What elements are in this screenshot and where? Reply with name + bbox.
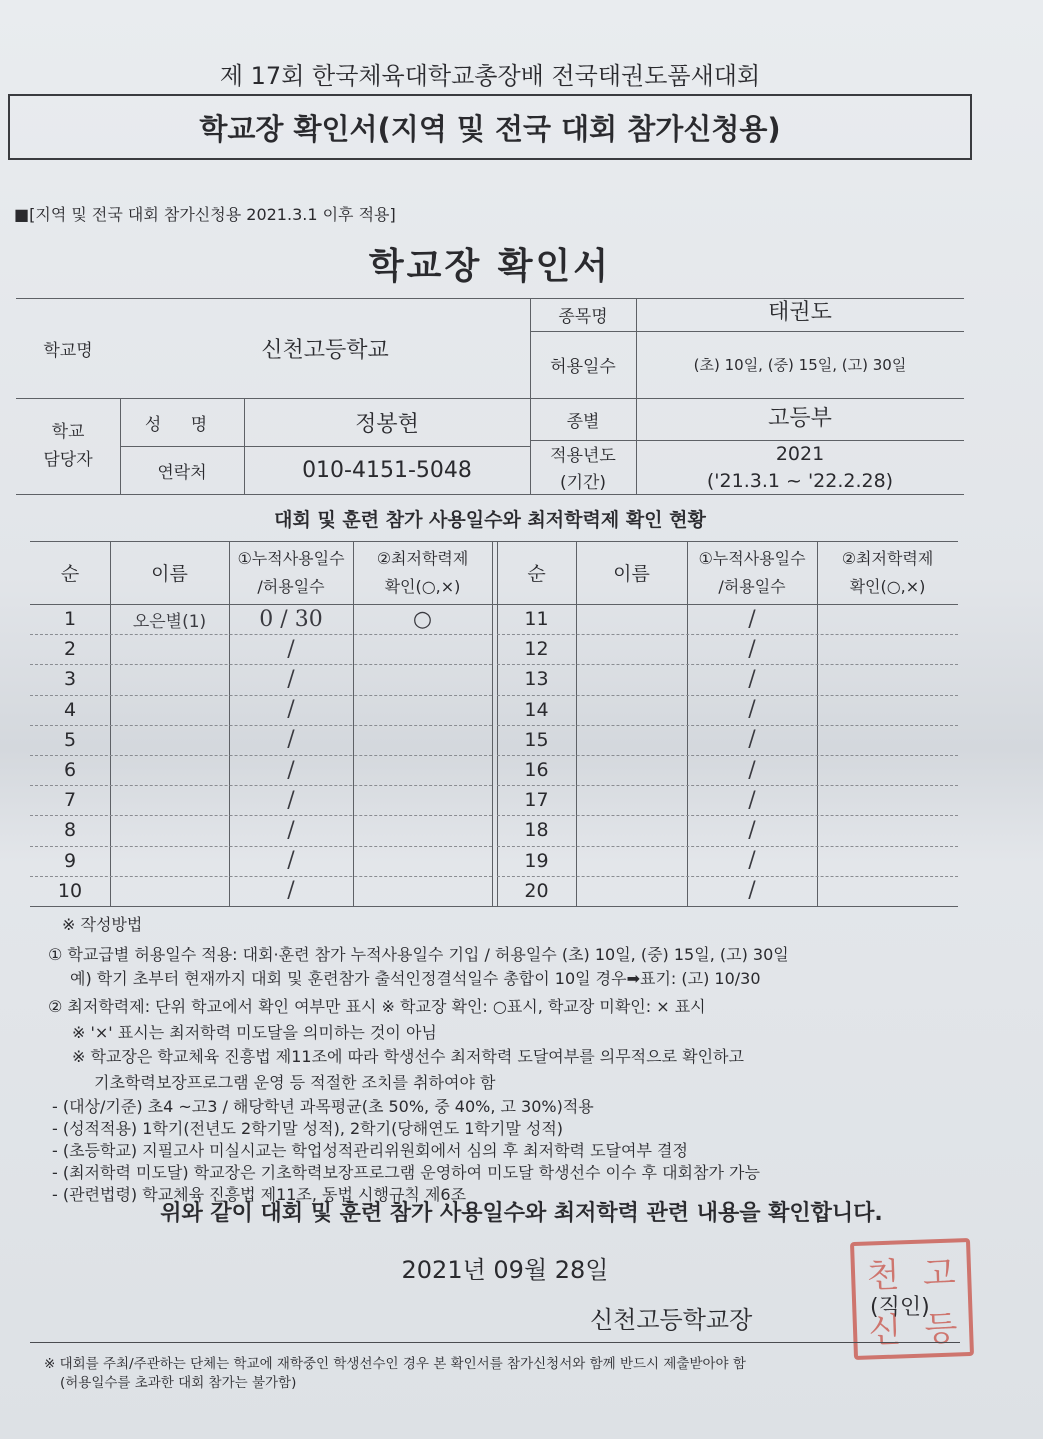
doc-title: 학교장 확인서 bbox=[368, 246, 612, 287]
instruction-line-10: - (초등학교) 지필고사 미실시교는 학업성적관리위원회에서 심의 후 최저학력 도달여부 결정 bbox=[52, 1141, 688, 1160]
row-name-left-4 bbox=[110, 695, 229, 725]
row-number-right-5: 15 bbox=[524, 728, 549, 751]
row-check-right-9 bbox=[817, 846, 958, 876]
stamp-char: 천 bbox=[866, 1255, 901, 1297]
row-check-left-4 bbox=[353, 695, 492, 725]
row-days-right-8: / bbox=[748, 817, 756, 843]
header-days-left: ①누적사용일수 /허용일수 bbox=[237, 548, 345, 596]
row-name-right-9 bbox=[576, 846, 687, 876]
signing-date: 2021년 09월 28일 bbox=[401, 1256, 609, 1284]
header-days-right: ①누적사용일수 /허용일수 bbox=[698, 548, 806, 596]
principal-name: 신천고등학교장 bbox=[590, 1306, 753, 1334]
row-days-left-2: / bbox=[287, 636, 295, 662]
confirmation-statement: 위와 같이 대회 및 훈련 참가 사용일수와 최저학력 관련 내용을 확인합니다. bbox=[160, 1201, 883, 1226]
row-check-right-8 bbox=[817, 815, 958, 845]
row-number-right-2: 12 bbox=[524, 638, 549, 661]
row-days-right-3: / bbox=[748, 666, 756, 692]
banner-title: 학교장 확인서(지역 및 전국 대회 참가신청용) bbox=[8, 94, 972, 160]
row-number-left-9: 9 bbox=[63, 849, 77, 872]
instruction-line-1: ※ 작성방법 bbox=[62, 915, 143, 934]
instruction-line-9: - (성적적용) 1학기(전년도 2학기말 성적), 2학기(당해연도 1학기말 성적) bbox=[52, 1119, 564, 1138]
row-days-right-4: / bbox=[748, 697, 756, 723]
row-name-right-6 bbox=[576, 755, 687, 785]
row-check-left-1: ○ bbox=[412, 606, 433, 632]
row-check-right-7 bbox=[817, 785, 958, 815]
row-days-right-10: / bbox=[748, 878, 756, 904]
row-number-right-7: 17 bbox=[524, 789, 549, 812]
row-name-left-3 bbox=[110, 664, 229, 694]
row-number-left-5: 5 bbox=[63, 728, 77, 751]
row-number-right-4: 14 bbox=[524, 698, 549, 721]
row-days-right-1: / bbox=[748, 606, 756, 632]
row-check-left-7 bbox=[353, 785, 492, 815]
stamp-char: 고 bbox=[922, 1253, 957, 1295]
row-number-left-3: 3 bbox=[63, 668, 77, 691]
row-days-left-4: / bbox=[287, 697, 295, 723]
row-name-left-8 bbox=[110, 815, 229, 845]
row-check-left-5 bbox=[353, 725, 492, 755]
row-days-right-9: / bbox=[748, 848, 756, 874]
stamp-char: 신 bbox=[867, 1310, 903, 1352]
header-check-left: ②최저학력제 확인(○,×) bbox=[376, 548, 469, 596]
row-check-left-6 bbox=[353, 755, 492, 785]
allowed-label: 허용일수 bbox=[550, 357, 616, 377]
sport-label: 종목명 bbox=[558, 307, 608, 327]
row-name-left-5 bbox=[110, 725, 229, 755]
row-name-right-1 bbox=[576, 604, 687, 634]
instruction-line-7: 기초학력보장프로그램 운영 등 적절한 조치를 취하여야 함 bbox=[94, 1073, 496, 1092]
footer-note-2: (허용일수를 초과한 대회 참가는 불가함) bbox=[60, 1375, 297, 1391]
row-number-left-4: 4 bbox=[63, 698, 77, 721]
seal-label: (직인) bbox=[870, 1295, 930, 1320]
competition-title: 제 17회 한국체육대학교총장배 전국태권도품새대회 bbox=[219, 62, 761, 90]
manager-label: 학교 담당자 bbox=[43, 422, 93, 470]
row-days-left-6: / bbox=[287, 757, 295, 783]
row-name-right-8 bbox=[576, 815, 687, 845]
stamp-char: 등 bbox=[923, 1308, 959, 1350]
row-number-left-8: 8 bbox=[63, 819, 77, 842]
row-number-left-6: 6 bbox=[63, 759, 77, 782]
row-days-left-10: / bbox=[287, 878, 295, 904]
name-label: 성 명 bbox=[144, 414, 220, 435]
row-check-left-3 bbox=[353, 664, 492, 694]
row-check-right-10 bbox=[817, 876, 958, 906]
header-no-left: 순 bbox=[60, 563, 80, 585]
row-check-right-6 bbox=[817, 755, 958, 785]
row-check-left-10 bbox=[353, 876, 492, 906]
row-number-right-3: 13 bbox=[524, 668, 549, 691]
school-value: 신천고등학교 bbox=[261, 337, 389, 363]
row-check-right-4 bbox=[817, 695, 958, 725]
row-number-left-10: 10 bbox=[57, 879, 83, 902]
row-days-left-7: / bbox=[287, 787, 295, 813]
row-days-left-9: / bbox=[287, 848, 295, 874]
row-days-left-8: / bbox=[287, 817, 295, 843]
row-name-right-7 bbox=[576, 785, 687, 815]
instruction-line-2: ① 학교급별 허용일수 적용: 대회·훈련 참가 누적사용일수 기입 / 허용일수 (초) 10일, (중) 15일, (고) 30일 bbox=[48, 945, 789, 964]
applicability-note: ■[지역 및 전국 대회 참가신청용 2021.3.1 이후 적용] bbox=[14, 205, 396, 224]
instruction-line-3: 예) 학기 초부터 현재까지 대회 및 훈련참가 출석인정결석일수 총합이 10일 경우➡표기: (고) 10/30 bbox=[70, 969, 761, 988]
row-check-right-2 bbox=[817, 634, 958, 664]
row-name-right-3 bbox=[576, 664, 687, 694]
row-days-right-6: / bbox=[748, 757, 756, 783]
row-number-left-7: 7 bbox=[63, 789, 77, 812]
row-name-right-4 bbox=[576, 695, 687, 725]
row-days-right-2: / bbox=[748, 636, 756, 662]
header-check-right: ②최저학력제 확인(○,×) bbox=[841, 548, 934, 596]
allowed-value: (초) 10일, (중) 15일, (고) 30일 bbox=[693, 356, 907, 374]
row-days-left-3: / bbox=[287, 666, 295, 692]
year-value: 2021 bbox=[775, 442, 825, 465]
row-name-right-5 bbox=[576, 725, 687, 755]
row-check-right-1 bbox=[817, 604, 958, 634]
row-number-right-9: 19 bbox=[524, 849, 549, 872]
row-check-right-5 bbox=[817, 725, 958, 755]
row-days-right-7: / bbox=[748, 787, 756, 813]
school-label: 학교명 bbox=[43, 340, 93, 361]
period-label: (기간) bbox=[559, 473, 607, 493]
instruction-line-5: ※ '×' 표시는 최저학력 미도달을 의미하는 것이 아님 bbox=[72, 1023, 437, 1042]
row-check-right-3 bbox=[817, 664, 958, 694]
row-days-left-5: / bbox=[287, 727, 295, 753]
row-name-left-9 bbox=[110, 846, 229, 876]
row-number-left-2: 2 bbox=[63, 638, 77, 661]
footer-note-1: ※ 대회를 주최/주관하는 단체는 학교에 재학중인 학생선수인 경우 본 확인서를 참가신청서와 함께 반드시 제출받아야 함 bbox=[44, 1356, 746, 1372]
name-value: 정봉현 bbox=[355, 411, 419, 437]
row-check-left-9 bbox=[353, 846, 492, 876]
instruction-line-11: - (최저학력 미도달) 학교장은 기초학력보장프로그램 운영하여 미도달 학생선수 이수 후 대회참가 가능 bbox=[52, 1163, 760, 1182]
row-name-left-1: 오은별(1) bbox=[132, 611, 207, 632]
header-name-left: 이름 bbox=[151, 563, 188, 585]
division-label: 종별 bbox=[566, 411, 600, 432]
contact-value: 010-4151-5048 bbox=[302, 457, 472, 483]
instruction-line-12: - (관련법령) 학교체육 진흥법 제11조, 동법 시행규칙 제6조 bbox=[52, 1185, 467, 1204]
header-name-right: 이름 bbox=[613, 563, 650, 585]
period-value: ('21.3.1 ~ '22.2.28) bbox=[706, 469, 894, 492]
row-number-right-8: 18 bbox=[524, 819, 549, 842]
row-name-left-2 bbox=[110, 634, 229, 664]
row-number-right-10: 20 bbox=[524, 879, 549, 902]
sport-value: 태권도 bbox=[768, 300, 832, 325]
instruction-line-4: ② 최저학력제: 단위 학교에서 확인 여부만 표시 ※ 학교장 확인: ○표시, 학교장 미확인: × 표시 bbox=[48, 997, 706, 1016]
row-days-right-5: / bbox=[748, 727, 756, 753]
row-days-left-1: 0 / 30 bbox=[259, 606, 323, 632]
row-check-left-8 bbox=[353, 815, 492, 845]
header-no-right: 순 bbox=[527, 563, 546, 585]
row-number-right-1: 11 bbox=[524, 608, 549, 631]
instruction-line-8: - (대상/기준) 초4 ~고3 / 해당학년 과목평균(초 50%, 중 40%, 고 30%)적용 bbox=[52, 1097, 594, 1116]
contact-label: 연락처 bbox=[157, 462, 207, 483]
division-value: 고등부 bbox=[768, 405, 832, 431]
row-number-right-6: 16 bbox=[524, 759, 549, 782]
year-label: 적용년도 bbox=[550, 446, 616, 466]
row-check-left-2 bbox=[353, 634, 492, 664]
instruction-line-6: ※ 학교장은 학교체육 진흥법 제11조에 따라 학생선수 최저학력 도달여부를 의무적으로 확인하고 bbox=[72, 1047, 744, 1066]
row-name-right-2 bbox=[576, 634, 687, 664]
row-number-left-1: 1 bbox=[63, 608, 77, 631]
row-name-left-6 bbox=[110, 755, 229, 785]
row-name-right-10 bbox=[576, 876, 687, 906]
row-name-left-7 bbox=[110, 785, 229, 815]
row-name-left-10 bbox=[110, 876, 229, 906]
usage-table-title: 대회 및 훈련 참가 사용일수와 최저학력제 확인 현황 bbox=[274, 509, 706, 531]
